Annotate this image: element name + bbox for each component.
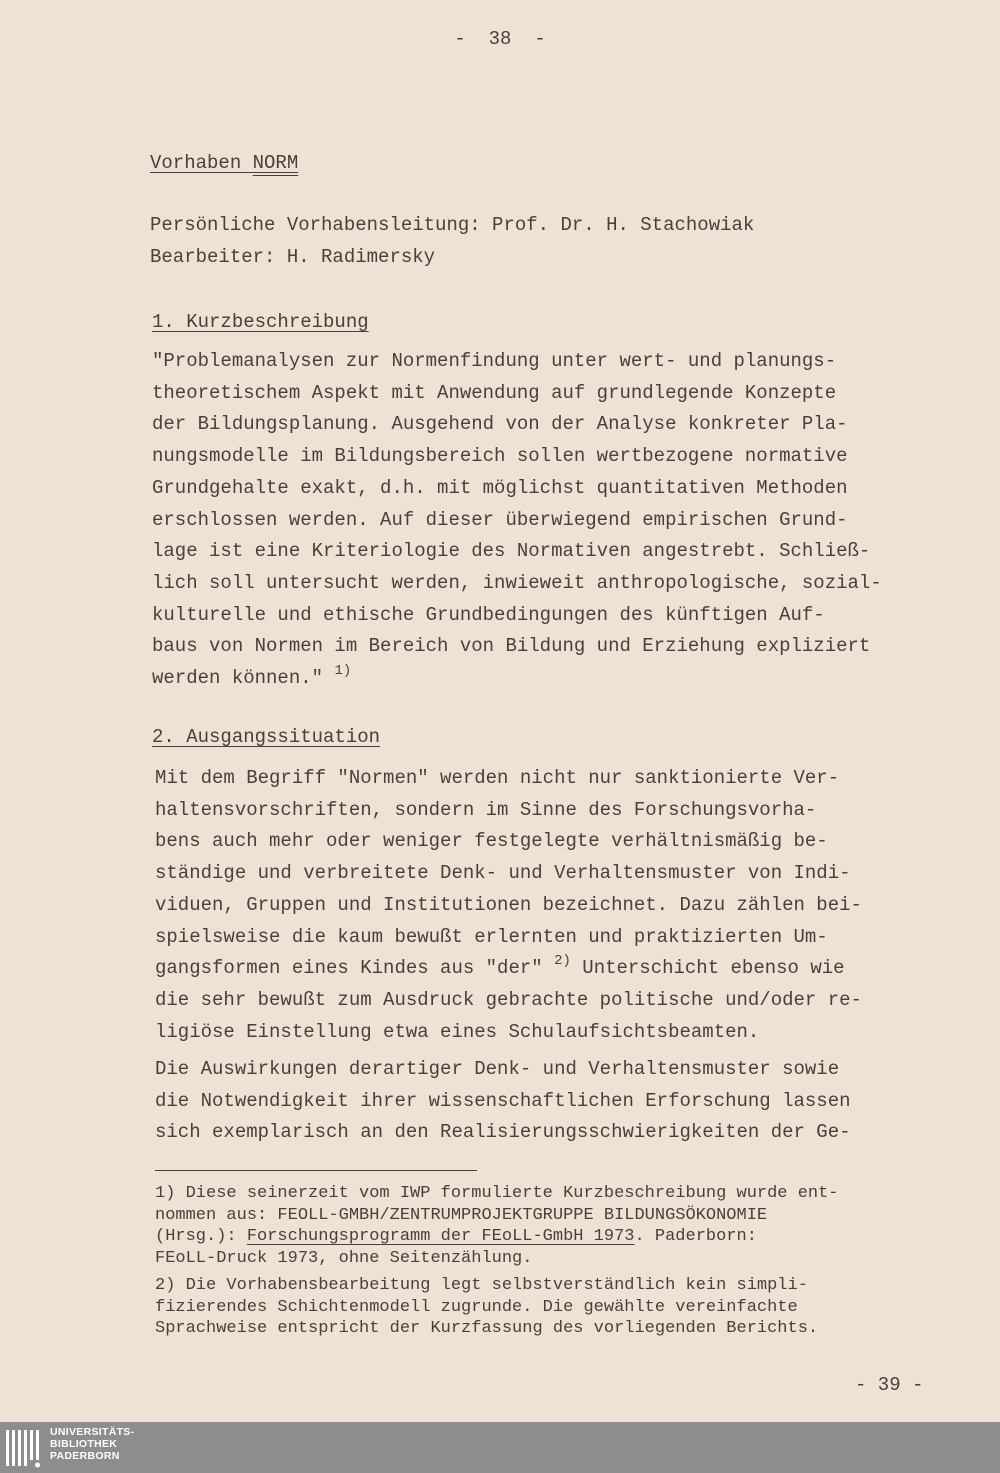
footnote-line: fizierendes Schichtenmodell zugrunde. Die gewählte vereinfachte: [155, 1297, 798, 1317]
next-page-marker: - 39 -: [855, 1374, 924, 1396]
text-line-content: Unterschicht ebenso wie: [570, 957, 845, 980]
section-title-prefix: Vorhaben: [150, 152, 253, 174]
heading-ausgangssituation: 2. Ausgangssituation: [152, 726, 381, 748]
footnote-line-content: . Paderborn:: [634, 1227, 757, 1246]
text-line: kulturelle und ethische Grundbedingungen des künftigen Auf-: [152, 603, 825, 626]
section-title: [150, 152, 298, 174]
auswirkungen-paragraph: [155, 1054, 851, 1149]
text-line: die sehr bewußt zum Ausdruck gebrachte politische und/oder re-: [155, 988, 862, 1011]
text-line: Grundgehalte exakt, d.h. mit möglichst quantitativen Methoden: [152, 476, 848, 499]
text-line: baus von Normen im Bereich von Bildung und Erziehung expliziert: [152, 635, 871, 658]
project-name: NORM: [252, 152, 299, 174]
text-line: die Notwendigkeit ihrer wissenschaftlichen Erforschung lassen: [155, 1089, 851, 1112]
library-name-line: PADERBORN: [50, 1450, 120, 1462]
text-line: bens auch mehr oder weniger festgelegte verhältnismäßig be-: [155, 830, 828, 853]
page-number: - 38 -: [454, 28, 546, 50]
footnote-1: [155, 1183, 839, 1269]
text-line-content: werden können.": [152, 667, 335, 690]
library-logo-icon: [6, 1428, 44, 1468]
text-line: lage ist eine Kriteriologie des Normativen angestrebt. Schließ-: [152, 540, 871, 563]
footnote-separator: [155, 1170, 477, 1171]
footnote-line-content: (Hrsg.):: [155, 1227, 247, 1246]
footnote-line: FEoLL-Druck 1973, ohne Seitenzählung.: [155, 1248, 533, 1268]
text-line: Mit dem Begriff "Normen" werden nicht nur sanktionierte Ver-: [155, 767, 840, 789]
ausgangssituation-paragraph: [155, 763, 862, 1048]
footnote-line: Sprachweise entspricht der Kurzfassung des vorliegenden Berichts.: [155, 1319, 819, 1338]
text-line: ständige und verbreitete Denk- und Verhaltensmuster von Indi-: [155, 862, 851, 885]
project-staff: Bearbeiter: H. Radimersky: [150, 246, 436, 268]
kurzbeschreibung-paragraph: [152, 346, 882, 695]
library-name-line: UNIVERSITÄTS-: [50, 1426, 135, 1438]
heading-kurzbeschreibung: 1. Kurzbeschreibung: [152, 311, 369, 333]
text-line: ligiöse Einstellung etwa eines Schulaufsichtsbeamten.: [155, 1020, 760, 1043]
text-line: viduen, Gruppen und Institutionen bezeichnet. Dazu zählen bei-: [155, 893, 862, 916]
footnote-line: nommen aus: FEOLL-GMBH/ZENTRUMPROJEKTGRUPPE BILDUNGSÖKONOMIE: [155, 1205, 768, 1225]
text-line: spielsweise die kaum bewußt erlernten und praktizierten Um-: [155, 925, 828, 948]
footnote-line: [155, 1226, 839, 1248]
footnote-2: [155, 1275, 818, 1340]
text-line: [152, 663, 882, 695]
text-line: haltensvorschriften, sondern im Sinne des Forschungsvorha-: [155, 798, 817, 821]
project-lead: Persönliche Vorhabensleitung: Prof. Dr. H. Stachowiak: [150, 214, 755, 236]
library-name-line: BIBLIOTHEK: [50, 1438, 118, 1450]
text-line: [155, 953, 862, 985]
footnote-ref-2: 2): [554, 952, 571, 969]
text-line: Die Auswirkungen derartiger Denk- und Verhaltensmuster sowie: [155, 1058, 840, 1080]
text-line: "Problemanalysen zur Normenfindung unter wert- und planungs-: [152, 350, 837, 372]
text-line: der Bildungsplanung. Ausgehend von der Analyse konkreter Pla-: [152, 413, 848, 436]
library-footer: [0, 1422, 1000, 1473]
text-line: theoretischem Aspekt mit Anwendung auf grundlegende Konzepte: [152, 381, 837, 404]
cited-title: Forschungsprogramm der FEoLL-GmbH 1973: [246, 1227, 635, 1246]
text-line: erschlossen werden. Auf dieser überwiegend empirischen Grund-: [152, 508, 848, 531]
footnote-line: 2) Die Vorhabensbearbeitung legt selbstverständlich kein simpli-: [155, 1276, 808, 1295]
footnote-ref-1: 1): [334, 662, 352, 679]
text-line: nungsmodelle im Bildungsbereich sollen wertbezogene normative: [152, 445, 848, 468]
library-name: [50, 1426, 134, 1462]
text-line: lich soll untersucht werden, inwieweit anthropologische, sozial-: [152, 571, 882, 594]
text-line: sich exemplarisch an den Realisierungsschwierigkeiten der Ge-: [155, 1121, 851, 1144]
text-line-content: gangsformen eines Kindes aus "der": [155, 957, 555, 980]
footnote-line: 1) Diese seinerzeit vom IWP formulierte Kurzbeschreibung wurde ent-: [155, 1184, 839, 1203]
